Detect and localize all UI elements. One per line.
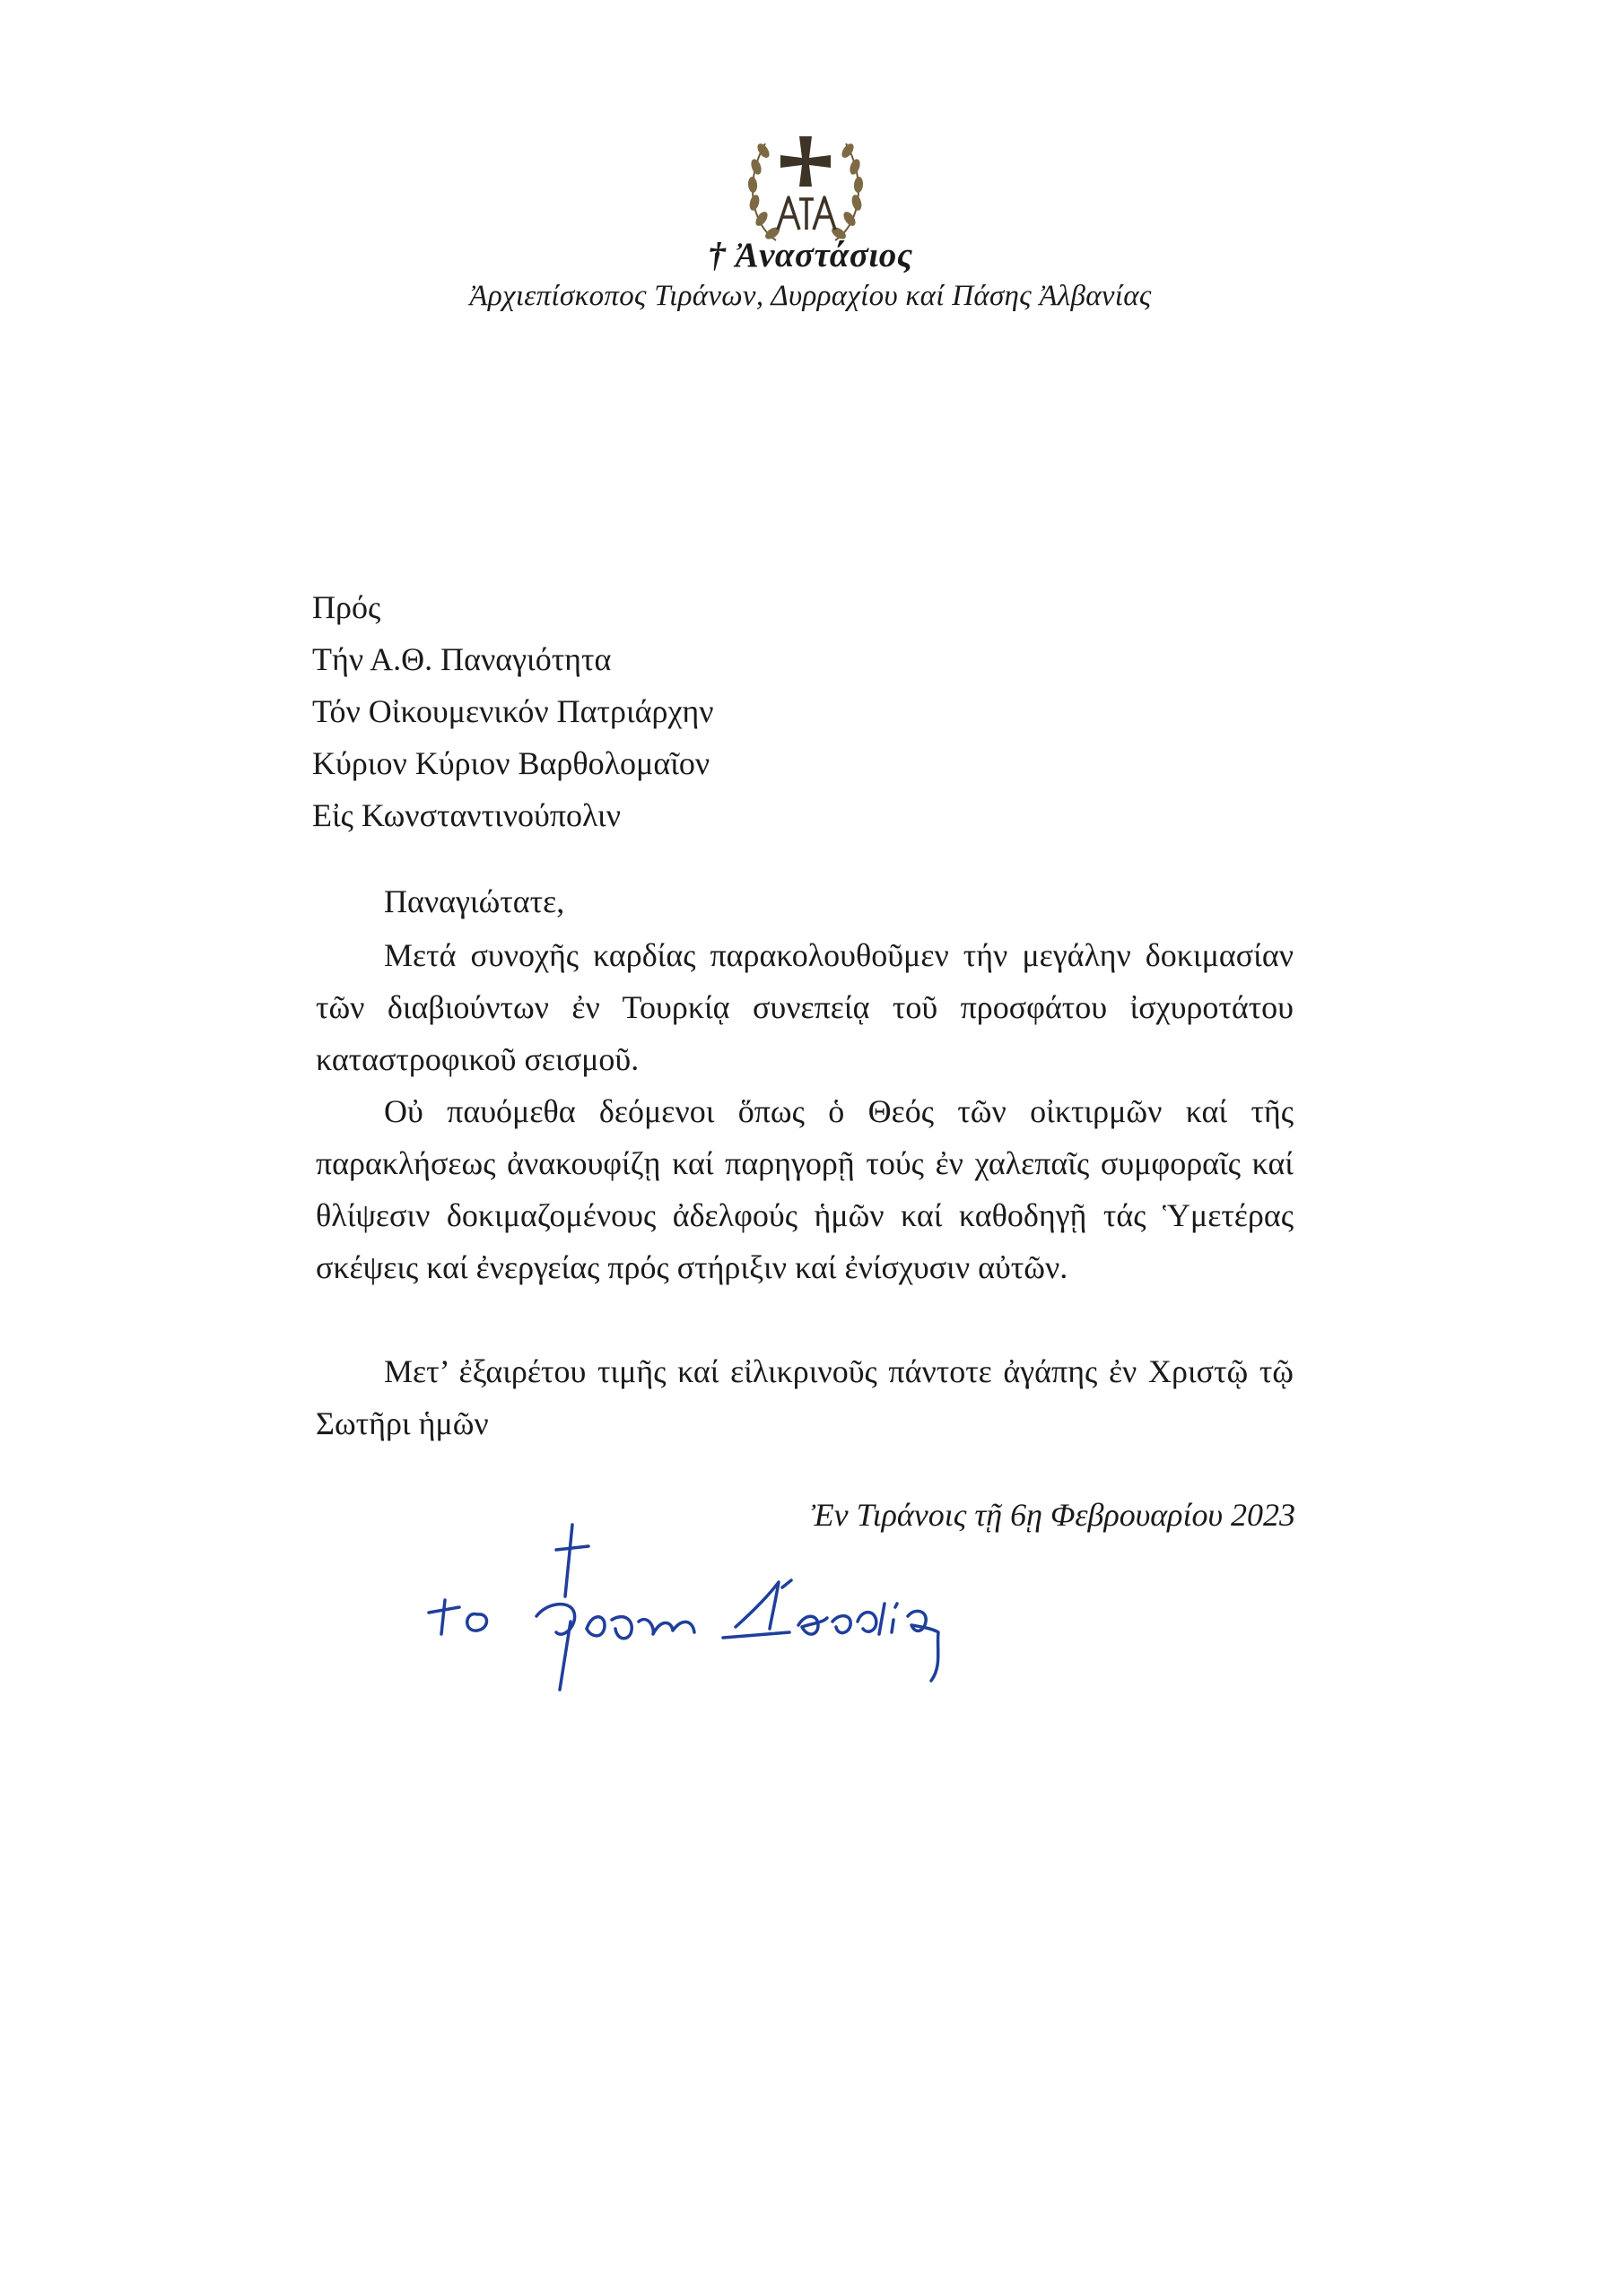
recipient-address-block (312, 581, 714, 841)
salutation: Παναγιώτατε, (384, 883, 565, 919)
address-line: Εἰς Κωνσταντινούπολιν (312, 797, 621, 833)
sender-name: † Ἀναστάσιος (708, 236, 913, 274)
body-paragraph: Μετά συνοχῆς καρδίας παρακολουθοῦμεν τήν μεγάλην δοκιμασίαν τῶν διαβιούντων ἐν Τουρκίᾳ συνεπείᾳ τοῦ προσφάτου ἰσχυροτάτου καταστροφικοῦ σεισμοῦ. (316, 937, 1294, 1077)
body-paragraph: Μετ’ ἐξαιρέτου τιμῆς καί εἰλικρινοῦς πάντοτε ἀγάπης ἐν Χριστῷ τῷ Σωτῆρι ἡμῶν (316, 1353, 1294, 1441)
date-line: Ἐν Τιράνοις τῇ 6ῃ Φεβρουαρίου 2023 (811, 1497, 1295, 1533)
address-line: Πρός (312, 589, 381, 625)
address-line: Τήν Α.Θ. Παναγιότητα (312, 641, 612, 677)
body-paragraph: Οὐ παυόμεθα δεόμενοι ὅπως ὁ Θεός τῶν οἰκτιρμῶν καί τῆς παρακλήσεως ἀνακουφίζῃ καί παρηγορῇ τούς ἐν χαλεπαῖς συμφοραῖς καί θλίψεσιν δοκιμαζομένους ἀδελφούς ἡμῶν καί καθοδηγῇ τάς Ὑμετέρας σκέψεις καί ἐνεργείας πρός στήριξιν καί ἐνίσχυσιν αὐτῶν. (316, 1093, 1294, 1285)
sender-title: Ἀρχιεπίσκοπος Τιράνων, Δυρραχίου καί Πάσης Ἀλβανίας (469, 280, 1152, 312)
address-line: Κύριον Κύριον Βαρθολομαῖον (312, 745, 710, 781)
handwritten-signature (413, 1514, 1059, 1693)
address-line: Τόν Οἰκουμενικόν Πατριάρχην (312, 693, 714, 729)
